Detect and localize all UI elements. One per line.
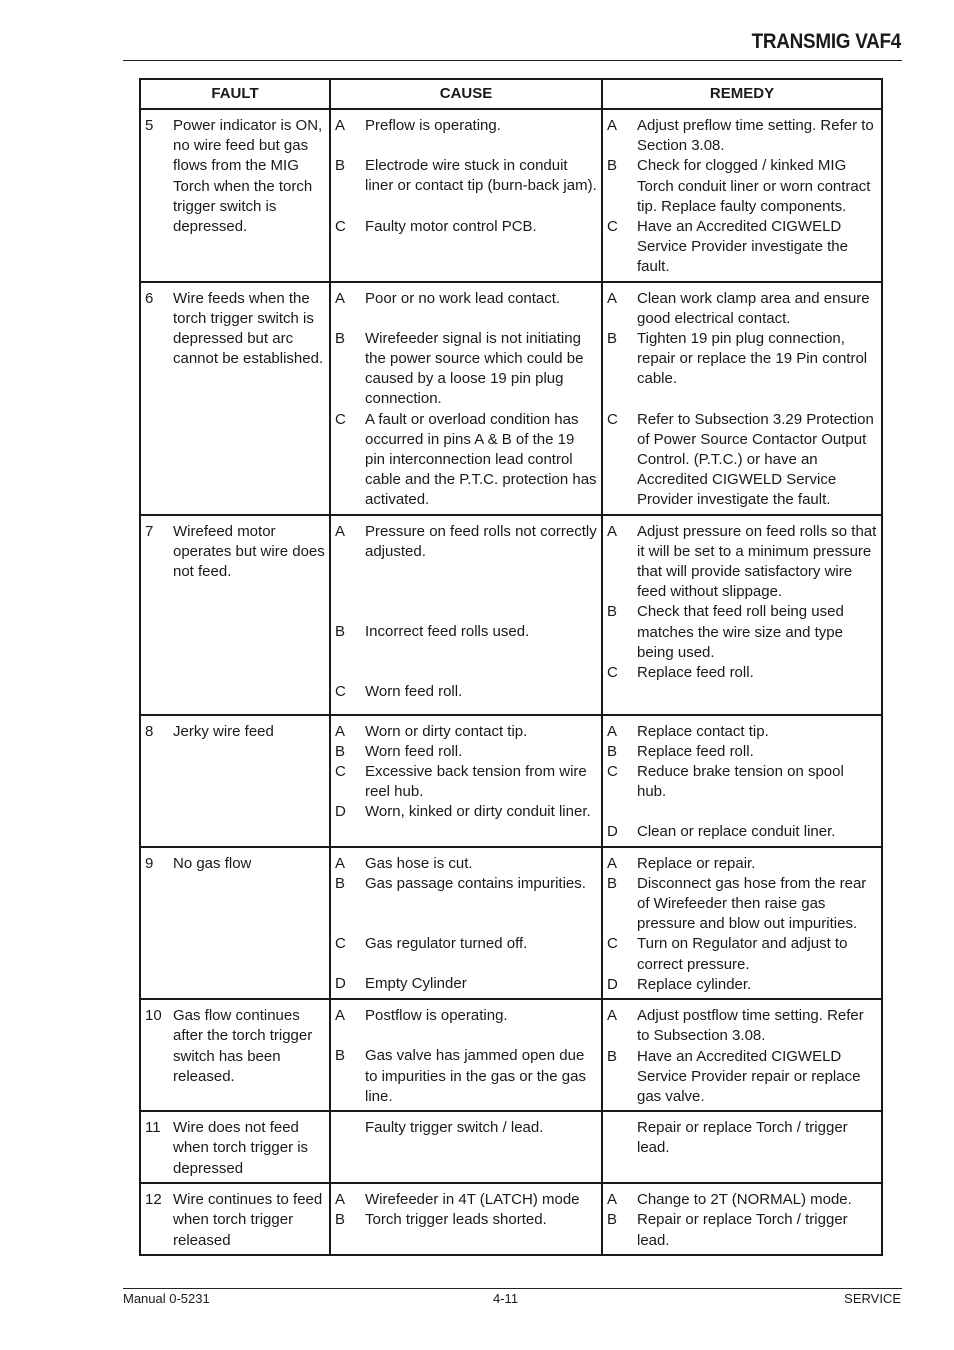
remedy-item-letter: C [607, 664, 618, 682]
cause-item-text: Worn feed roll. [365, 742, 463, 760]
cause-item [335, 1046, 597, 1107]
cause-item [335, 116, 597, 136]
fault-description: Power indicator is ON, no wire feed but gas flows from the MIG Torch when the torch trigger switch is depressed. [173, 117, 323, 236]
cause-item-text: Excessive back tension from wire reel hub. [365, 763, 587, 801]
cause-item [335, 934, 597, 954]
cause-cell [330, 282, 602, 515]
cause-item-text: Wirefeeder signal is not initiating the power source which could be caused by a loose 19 pin plug connection. [365, 329, 584, 408]
table-row [140, 999, 882, 1111]
remedy-item-letter: D [607, 823, 618, 841]
remedy-item [607, 874, 877, 935]
fault-cell [140, 515, 330, 715]
cause-item-letter: A [335, 854, 346, 872]
remedy-item [607, 156, 877, 217]
remedy-item-letter: B [607, 1047, 618, 1065]
remedy-item-text: Replace feed roll. [637, 664, 754, 682]
spacer [335, 662, 597, 682]
footer-page-number: 4-11 [493, 1291, 519, 1306]
remedy-item [607, 602, 877, 663]
remedy-item-letter: C [607, 935, 618, 953]
remedy-item-letter: B [607, 742, 618, 760]
cause-item-letter: A [335, 117, 346, 134]
fault-description: Gas flow continues after the torch trigger switch has been released. [173, 1007, 313, 1085]
cause-item [335, 329, 597, 410]
cause-item [335, 1190, 597, 1210]
remedy-item-text: Replace or repair. [637, 854, 756, 872]
remedy-item-text: Tighten 19 pin plug connection, repair or replace the 19 Pin control cable. [637, 330, 868, 388]
fault-number: 7 [145, 522, 154, 540]
remedy-item [607, 289, 877, 329]
cause-item-text: Postflow is operating. [365, 1007, 508, 1025]
fault-cell [140, 282, 330, 515]
remedy-item-text: Repair or replace Torch / trigger lead. [637, 1119, 848, 1157]
fault-description: Wirefeed motor operates but wire does not feed. [173, 522, 325, 581]
header-title: TRANSMIG VAF4 [751, 30, 901, 53]
remedy-item [607, 663, 877, 683]
spacer [607, 390, 877, 410]
remedy-item [607, 742, 877, 762]
cause-item-text: Worn, kinked or dirty conduit liner. [365, 803, 591, 821]
remedy-item-letter: B [607, 603, 618, 621]
cause-item [335, 217, 597, 237]
footer-divider [123, 1288, 902, 1289]
spacer [335, 309, 597, 329]
cause-cell [330, 109, 602, 282]
cause-item-letter: C [335, 410, 346, 428]
fault-description: Wire feeds when the torch trigger switch is depressed but arc cannot be established. [173, 289, 324, 368]
cause-cell [330, 847, 602, 999]
column-header-remedy: REMEDY [602, 79, 882, 109]
remedy-item [607, 934, 877, 974]
fault-cell [140, 1183, 330, 1255]
cause-item [335, 289, 597, 309]
remedy-item-text: Refer to Subsection 3.29 Protection of Power Source Contactor Output Control. (P.T.C.) or have an Accredited CIGWELD Service Provider investigate the fault. [637, 410, 874, 509]
remedy-item [607, 217, 877, 278]
fault-number: 5 [145, 117, 154, 134]
column-header-fault: FAULT [140, 79, 330, 109]
cause-item-letter: B [335, 623, 346, 641]
cause-item-text: Gas valve has jammed open due to impurities in the gas or the gas line. [365, 1047, 586, 1105]
remedy-item [607, 116, 877, 156]
remedy-cell [602, 1111, 882, 1183]
cause-item-letter: A [335, 289, 346, 307]
footer-section-name: SERVICE [844, 1291, 901, 1306]
remedy-item-text: Replace feed roll. [637, 742, 754, 760]
remedy-item-text: Clean or replace conduit liner. [637, 823, 836, 841]
remedy-cell [602, 282, 882, 515]
remedy-item [607, 762, 877, 802]
remedy-item-text: Clean work clamp area and ensure good electrical contact. [637, 289, 870, 327]
remedy-cell [602, 515, 882, 715]
fault-number: 11 [145, 1119, 161, 1137]
fault-number: 10 [145, 1007, 162, 1025]
cause-item-text: Faulty trigger switch / lead. [365, 1119, 544, 1137]
remedy-item [607, 1047, 877, 1108]
cause-cell [330, 1111, 602, 1183]
cause-cell [330, 515, 602, 715]
spacer [335, 914, 597, 934]
cause-item-text: Faulty motor control PCB. [365, 217, 537, 235]
table-row [140, 847, 882, 999]
remedy-item [607, 975, 877, 995]
fault-number: 6 [145, 289, 154, 307]
remedy-item [607, 1190, 877, 1210]
cause-item-text: Poor or no work lead contact. [365, 289, 561, 307]
cause-item-letter: A [335, 1007, 346, 1025]
cause-item-letter: B [335, 742, 346, 760]
cause-item-letter: D [335, 975, 346, 993]
remedy-item-text: Adjust preflow time setting. Refer to Section 3.08. [637, 117, 874, 155]
remedy-item-text: Repair or replace Torch / trigger lead. [637, 1211, 848, 1249]
fault-cell [140, 1111, 330, 1183]
remedy-item-letter: B [607, 157, 618, 175]
cause-item [335, 742, 597, 762]
cause-cell [330, 1183, 602, 1255]
cause-item [335, 854, 597, 874]
fault-number: 9 [145, 854, 154, 872]
cause-item [335, 156, 597, 196]
remedy-item-letter: A [607, 854, 618, 872]
fault-description: Wire continues to feed when torch trigger released [173, 1191, 323, 1249]
table-row [140, 515, 882, 715]
remedy-item-letter: C [607, 218, 618, 236]
cause-item [335, 974, 597, 994]
table-row [140, 109, 882, 282]
cause-item-text: Gas passage contains impurities. [365, 874, 586, 892]
cause-item-letter: B [335, 157, 346, 175]
cause-item-letter: C [335, 683, 346, 701]
cause-item [335, 1006, 597, 1026]
remedy-item-letter: A [607, 722, 618, 740]
spacer [335, 197, 597, 217]
cause-item-text: Torch trigger leads shorted. [365, 1211, 547, 1229]
cause-item-text: Electrode wire stuck in conduit liner or contact tip (burn-back jam). [365, 157, 597, 195]
cause-item [335, 682, 597, 702]
spacer [335, 582, 597, 602]
fault-cell [140, 847, 330, 999]
cause-item-text: Worn feed roll. [365, 683, 463, 701]
spacer [335, 562, 597, 582]
fault-number: 12 [145, 1191, 162, 1209]
cause-cell [330, 999, 602, 1111]
cause-cell [330, 715, 602, 847]
remedy-item-text: Adjust postflow time setting. Refer to Subsection 3.08. [637, 1007, 864, 1045]
cause-item-letter: B [335, 329, 346, 347]
remedy-item-letter [607, 1118, 637, 1158]
cause-item-letter: B [335, 1047, 346, 1065]
remedy-item-text: Check that feed roll being used matches the wire size and type being used. [637, 603, 844, 661]
spacer [335, 954, 597, 974]
cause-item-text: A fault or overload condition has occurred in pins A & B of the 19 pin interconnection lead control cable and the P.T.C. protection has activated. [365, 410, 597, 509]
remedy-item-text: Check for clogged / kinked MIG Torch conduit liner or worn contract tip. Replace faulty components. [637, 157, 871, 215]
fault-description: Jerky wire feed [173, 722, 274, 740]
cause-item [335, 1210, 597, 1230]
remedy-item-letter: B [607, 874, 618, 892]
cause-item [335, 410, 597, 511]
remedy-item-letter: C [607, 410, 618, 428]
remedy-cell [602, 999, 882, 1111]
remedy-item-letter: A [607, 117, 618, 134]
spacer [335, 1026, 597, 1046]
remedy-item-text: Adjust pressure on feed rolls so that it will be set to a minimum pressure that will provide satisfactory wire feed without slippage. [637, 522, 877, 601]
cause-item-letter: D [335, 803, 346, 821]
remedy-item-text: Replace contact tip. [637, 722, 769, 740]
remedy-item-letter: D [607, 975, 618, 993]
remedy-item-text: Turn on Regulator and adjust to correct pressure. [637, 935, 848, 973]
cause-item-text: Preflow is operating. [365, 117, 501, 134]
cause-item-text: Pressure on feed rolls not correctly adjusted. [365, 522, 597, 560]
remedy-item [607, 1118, 877, 1158]
cause-item-text: Incorrect feed rolls used. [365, 623, 530, 641]
cause-item-letter: B [335, 874, 346, 892]
table-row [140, 282, 882, 515]
footer-manual-number: Manual 0-5231 [123, 1291, 210, 1306]
cause-item-letter: C [335, 217, 346, 235]
remedy-item [607, 854, 877, 874]
cause-item-text: Wirefeeder in 4T (LATCH) mode [365, 1191, 580, 1209]
remedy-item-letter: A [607, 289, 618, 307]
cause-item [335, 762, 597, 802]
cause-item-text: Gas hose is cut. [365, 854, 473, 872]
remedy-item-text: Disconnect gas hose from the rear of Wirefeeder then raise gas pressure and blow out impurities. [637, 874, 867, 933]
fault-cell [140, 109, 330, 282]
table-header-row [140, 79, 882, 109]
remedy-item [607, 329, 877, 390]
column-header-cause: CAUSE [330, 79, 602, 109]
cause-item [335, 622, 597, 642]
remedy-item-text: Replace cylinder. [637, 975, 752, 993]
spacer [335, 136, 597, 156]
remedy-item-text: Reduce brake tension on spool hub. [637, 763, 844, 801]
remedy-item [607, 1210, 877, 1250]
cause-item-letter: B [335, 1211, 346, 1229]
remedy-item-letter: C [607, 763, 618, 781]
fault-table [139, 78, 883, 1256]
cause-item [335, 802, 597, 822]
remedy-item-letter: B [607, 330, 618, 348]
fault-cell [140, 715, 330, 847]
remedy-item-text: Have an Accredited CIGWELD Service Provider repair or replace gas valve. [637, 1047, 861, 1105]
remedy-cell [602, 1183, 882, 1255]
remedy-item [607, 522, 877, 603]
remedy-item-letter: A [607, 1007, 618, 1025]
remedy-item [607, 722, 877, 742]
remedy-item-letter: A [607, 1191, 618, 1209]
spacer [607, 802, 877, 822]
cause-item [335, 522, 597, 562]
cause-item-text: Empty Cylinder [365, 975, 467, 993]
fault-cell [140, 999, 330, 1111]
cause-item [335, 874, 597, 894]
table-row [140, 1111, 882, 1183]
remedy-item [607, 1006, 877, 1046]
fault-number: 8 [145, 722, 154, 740]
cause-item-letter: C [335, 763, 346, 781]
fault-description: Wire does not feed when torch trigger is depressed [173, 1119, 309, 1177]
cause-item-text: Worn or dirty contact tip. [365, 722, 528, 740]
remedy-item [607, 822, 877, 842]
table-row [140, 715, 882, 847]
remedy-item-letter: B [607, 1211, 618, 1229]
spacer [335, 602, 597, 622]
header-divider [123, 60, 902, 61]
cause-item [335, 1118, 597, 1138]
remedy-item [607, 410, 877, 511]
cause-item [335, 722, 597, 742]
spacer [335, 642, 597, 662]
spacer [335, 894, 597, 914]
cause-item-letter: A [335, 722, 346, 740]
remedy-cell [602, 847, 882, 999]
cause-item-letter: A [335, 522, 346, 540]
remedy-item-text: Change to 2T (NORMAL) mode. [637, 1191, 852, 1209]
table-body [140, 109, 882, 1255]
cause-item-text: Gas regulator turned off. [365, 935, 528, 953]
remedy-item-letter: A [607, 522, 618, 540]
cause-item-letter [335, 1118, 365, 1138]
remedy-item-text: Have an Accredited CIGWELD Service Provider investigate the fault. [637, 218, 848, 276]
cause-item-letter: C [335, 935, 346, 953]
cause-item-letter: A [335, 1191, 346, 1209]
fault-description: No gas flow [173, 854, 252, 872]
remedy-cell [602, 109, 882, 282]
table-row [140, 1183, 882, 1255]
remedy-cell [602, 715, 882, 847]
